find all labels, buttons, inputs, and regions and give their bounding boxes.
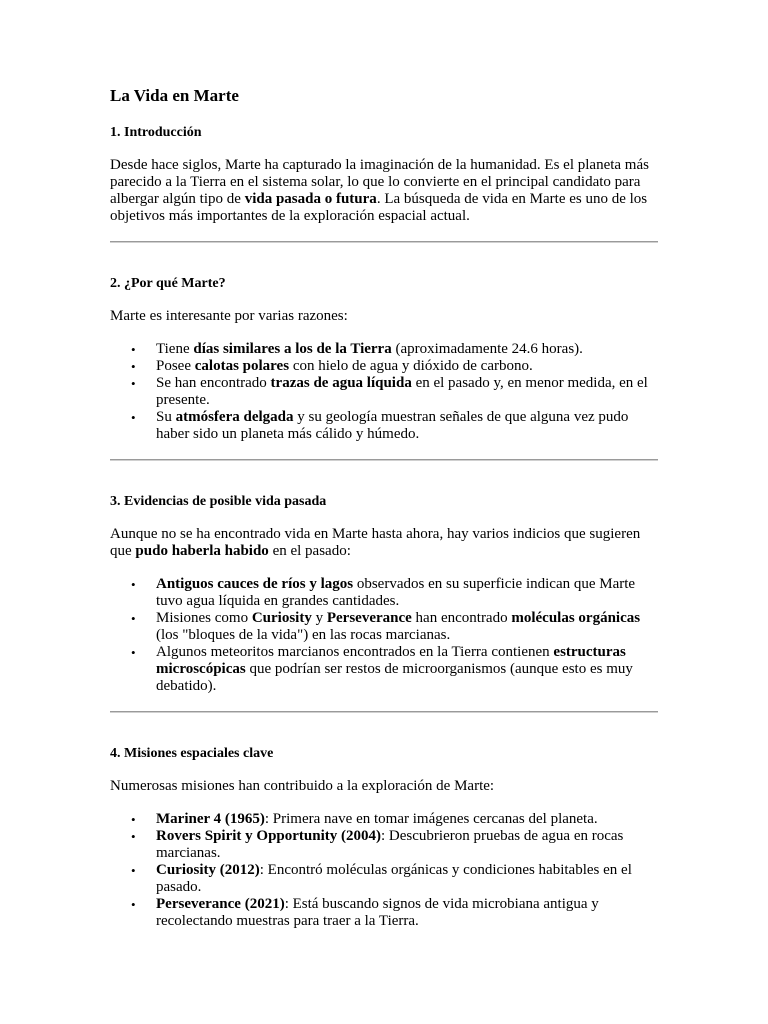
bullet-icon: • [131, 410, 136, 425]
text-run: Misiones como [156, 610, 252, 626]
list-item [131, 341, 658, 358]
bold-text: vida pasada o futura [244, 191, 377, 207]
list-item [131, 358, 658, 375]
missions-list [110, 811, 658, 930]
list-item [131, 610, 658, 644]
text-run: (los "bloques de la vida") en las rocas marcianas. [156, 627, 451, 643]
bold-text: Perseverance (2021) [156, 896, 285, 912]
bold-text: Mariner 4 (1965) [156, 811, 265, 827]
text-run: Desde hace siglos, Marte ha capturado la imaginación de la humanidad. Es el planeta más parecido a la Tierra en el sistema solar, lo que lo convierte en el principal candidato para albergar algún tipo de [110, 157, 649, 207]
bold-text: días similares a los de la Tierra [193, 341, 392, 357]
bold-text: Curiosity (2012) [156, 862, 260, 878]
text-run: y [311, 610, 327, 626]
text-run: en el pasado: [268, 543, 351, 559]
list-item [131, 862, 658, 896]
text-run: : Está buscando signos de vida microbiana antigua y recolectando muestras para traer a la Tierra. [156, 896, 599, 929]
bullet-icon: • [131, 611, 136, 626]
text-run: : Primera nave en tomar imágenes cercanas del planeta. [264, 811, 598, 827]
text-run: Se han encontrado [156, 375, 271, 391]
list-item [131, 644, 658, 695]
text-run: Posee [156, 358, 195, 374]
list-item [131, 576, 658, 610]
text-run: Tiene [156, 341, 194, 357]
bold-text: Antiguos cauces de ríos y lagos [156, 576, 354, 592]
bold-text: pudo haberla habido [135, 543, 269, 559]
text-run: con hielo de agua y dióxido de carbono. [289, 358, 533, 374]
bold-text: calotas polares [194, 358, 290, 374]
text-run: Aunque no se ha encontrado vida en Marte hasta ahora, hay varios indicios que sugieren que [110, 526, 641, 559]
list-item [131, 896, 658, 930]
section-heading-introduccion: 1. Introducción [110, 125, 202, 140]
section-intro-text [110, 526, 658, 560]
text-run: : Encontró moléculas orgánicas y condiciones habitables en el pasado. [156, 862, 632, 895]
list-item [131, 828, 658, 862]
bullet-icon: • [131, 812, 136, 827]
bold-text: moléculas orgánicas [511, 610, 641, 626]
reasons-list [110, 341, 658, 443]
intro-paragraph [110, 157, 658, 225]
list-item [131, 375, 658, 409]
document-content [110, 86, 658, 930]
bullet-icon: • [131, 342, 136, 357]
section-heading-evidencias: 3. Evidencias de posible vida pasada [110, 494, 327, 509]
list-item [131, 811, 658, 828]
evidence-list [110, 576, 658, 695]
section-intro-text: Numerosas misiones han contribuido a la exploración de Marte: [110, 778, 495, 794]
bullet-icon: • [131, 897, 136, 912]
bold-text: Curiosity [251, 610, 312, 626]
text-run: en el pasado y, en menor medida, en el presente. [156, 375, 648, 408]
section-intro-text: Marte es interesante por varias razones: [110, 308, 348, 324]
text-run: han encontrado [411, 610, 512, 626]
text-run: (aproximadamente 24.6 horas). [391, 341, 583, 357]
bullet-icon: • [131, 359, 136, 374]
bullet-icon: • [131, 829, 136, 844]
bullet-icon: • [131, 863, 136, 878]
bold-text: estructuras microscópicas [156, 644, 626, 677]
text-run: Algunos meteoritos marcianos encontrados en la Tierra contienen [156, 644, 554, 660]
bullet-icon: • [131, 376, 136, 391]
text-run: Su [156, 409, 176, 425]
text-run: . La búsqueda de vida en Marte es uno de los objetivos más importantes de la exploración espacial actual. [110, 191, 648, 224]
text-run: y su geología muestran señales de que alguna vez pudo haber sido un planeta más cálido y húmedo. [156, 409, 629, 442]
page-title: La Vida en Marte [110, 86, 239, 105]
text-run: : Descubrieron pruebas de agua en rocas marcianas. [156, 828, 624, 861]
text-run: observados en su superficie indican que Marte tuvo agua líquida en grandes cantidades. [156, 576, 636, 609]
bullet-icon: • [131, 577, 136, 592]
section-heading-misiones: 4. Misiones espaciales clave [110, 746, 274, 761]
bold-text: Perseverance [326, 610, 412, 626]
bold-text: Rovers Spirit y Opportunity (2004) [156, 828, 381, 844]
list-item [131, 409, 658, 443]
bold-text: atmósfera delgada [175, 409, 294, 425]
bold-text: trazas de agua líquida [270, 375, 412, 391]
text-run: que podrían ser restos de microorganismos (aunque esto es muy debatido). [156, 661, 633, 694]
bullet-icon: • [131, 645, 136, 660]
section-heading-por-que-marte: 2. ¿Por qué Marte? [110, 276, 226, 291]
